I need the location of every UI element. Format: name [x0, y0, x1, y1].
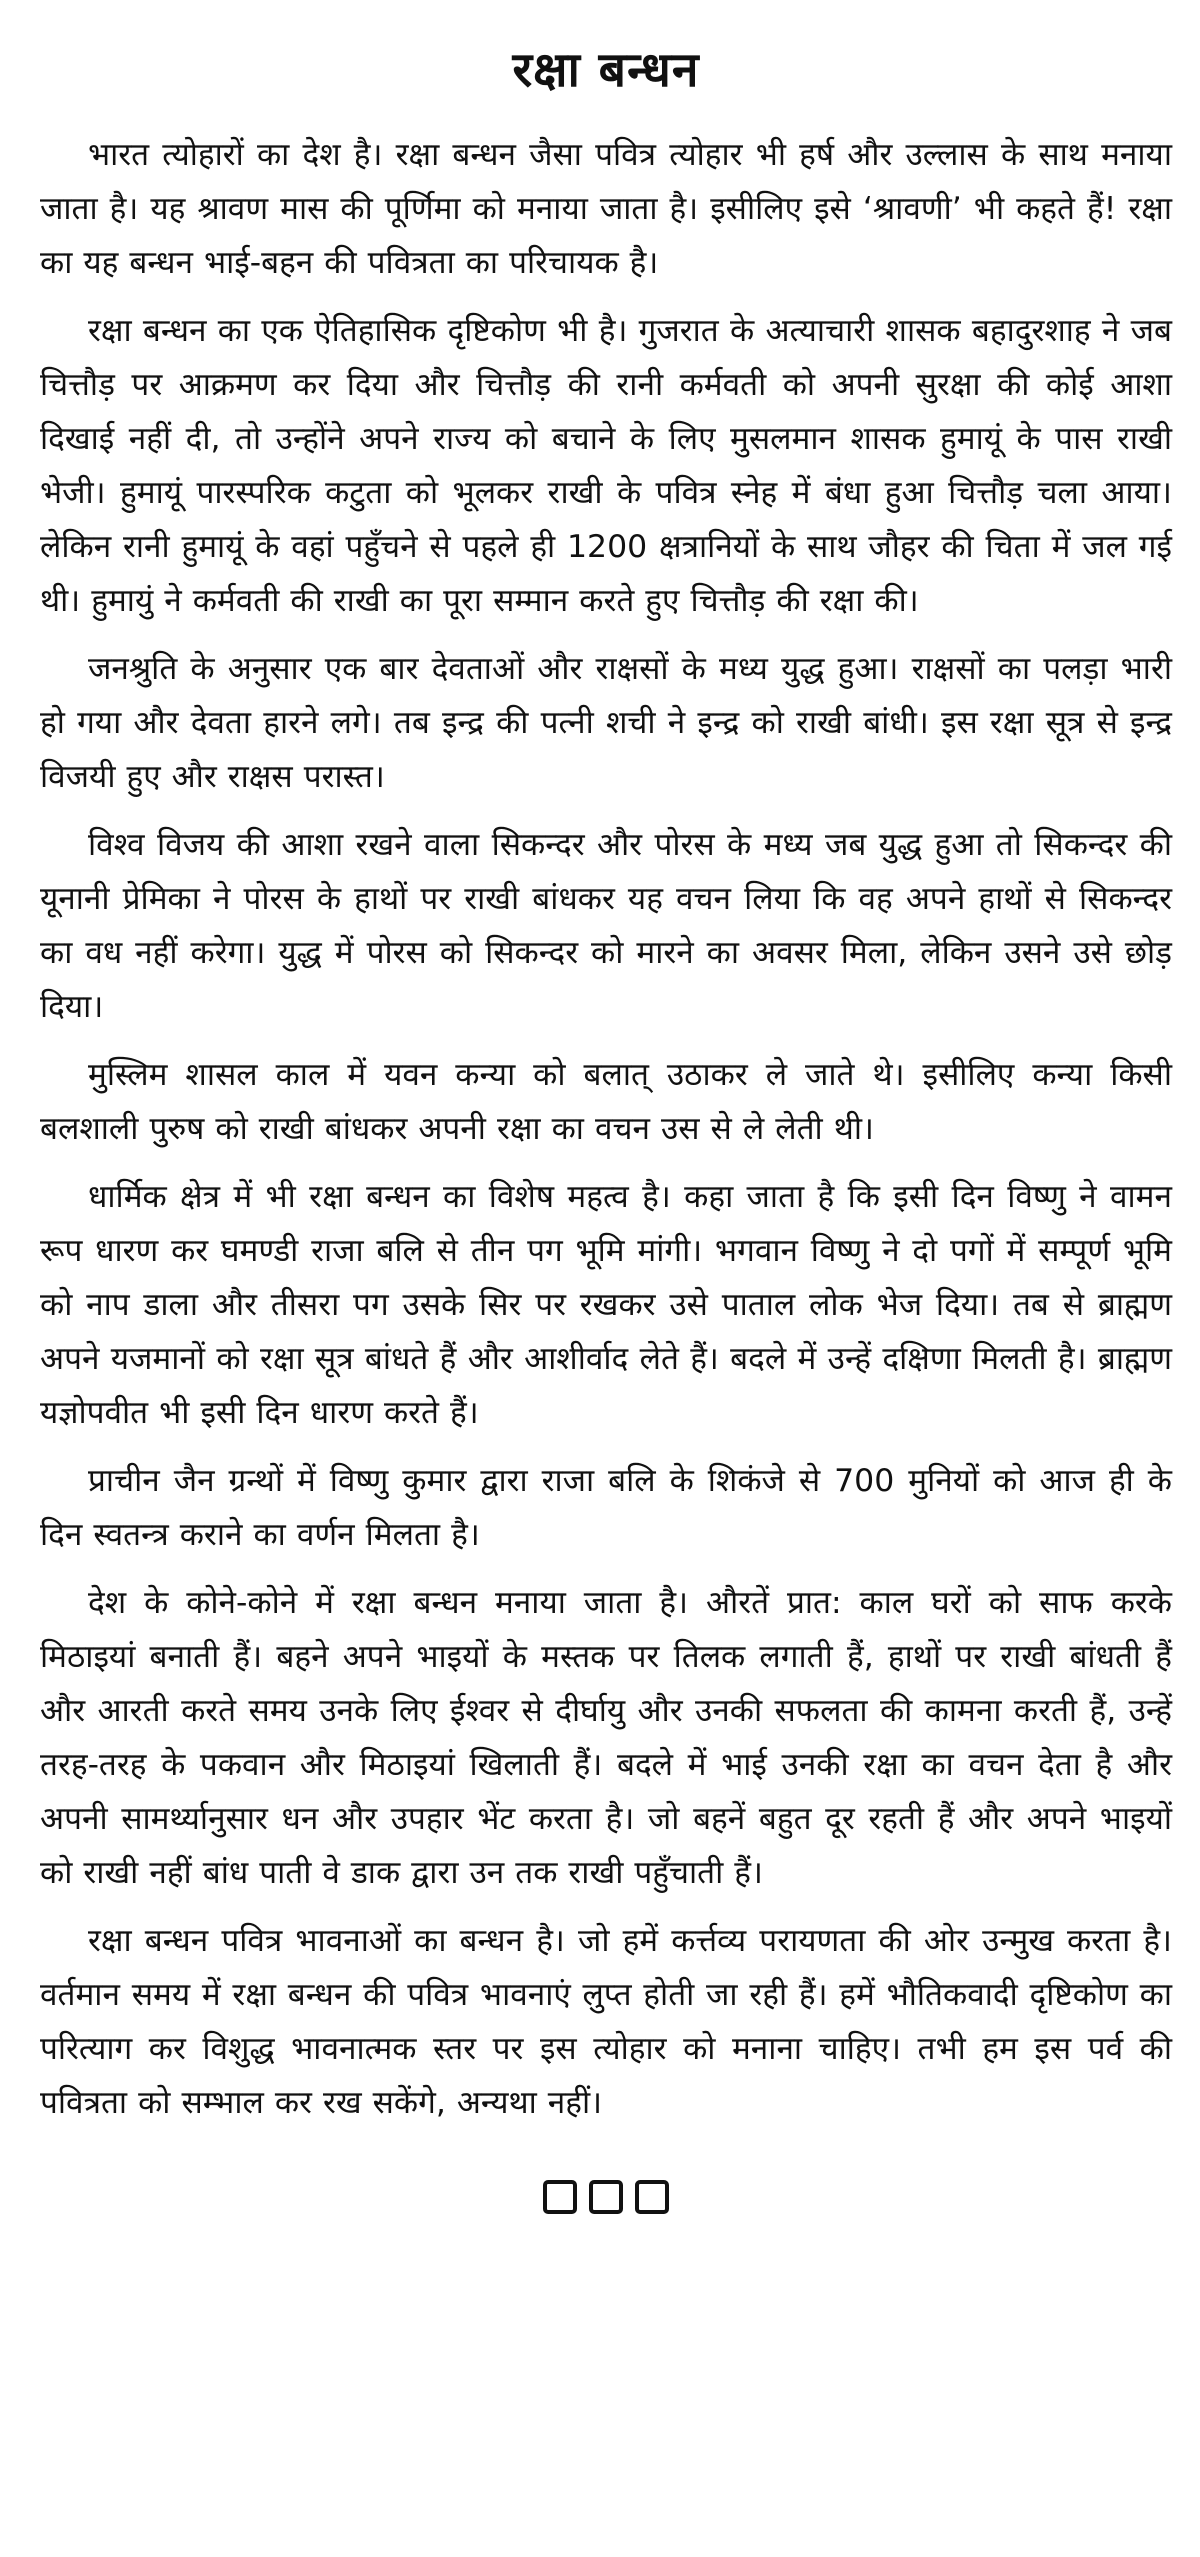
- end-box-icon: [543, 2180, 577, 2214]
- page-title: रक्षा बन्धन: [512, 42, 700, 98]
- paragraph-3: जनश्रुति के अनुसार एक बार देवताओं और राक्षसों के मध्य युद्ध हुआ। राक्षसों का पलड़ा भारी हो गया और देवता हारने लगे। तब इन्द्र की पत्नी शची ने इन्द्र को राखी बांधी। इस रक्षा सूत्र से इन्द्र विजयी हुए और राक्षस परास्त।: [40, 651, 1172, 795]
- paragraph-7: प्राचीन जैन ग्रन्थों में विष्णु कुमार द्वारा राजा बलि के शिकंजे से 700 मुनियों को आज ही के दिन स्वतन्त्र कराने का वर्णन मिलता है।: [40, 1463, 1172, 1553]
- paragraph-1: भारत त्योहारों का देश है। रक्षा बन्धन जैसा पवित्र त्योहार भी हर्ष और उल्लास के साथ मनाया जाता है। यह श्रावण मास की पूर्णिमा को मनाया जाता है। इसीलिए इसे ‘श्रावणी’ भी कहते हैं! रक्षा का यह बन्धन भाई-बहन की पवित्रता का परिचायक है।: [40, 137, 1172, 281]
- paragraph-4: विश्व विजय की आशा रखने वाला सिकन्दर और पोरस के मध्य जब युद्ध हुआ तो सिकन्दर की यूनानी प्रेमिका ने पोरस के हाथों पर राखी बांधकर यह वचन लिया कि वह अपने हाथों से सिकन्दर का वध नहीं करेगा। युद्ध में पोरस को सिकन्दर को मारने का अवसर मिला, लेकिन उसने उसे छोड़ दिया।: [40, 827, 1172, 1025]
- paragraph-5: मुस्लिम शासल काल में यवन कन्या को बलात् उठाकर ले जाते थे। इसीलिए कन्या किसी बलशाली पुरुष को राखी बांधकर अपनी रक्षा का वचन उस से ले लेती थी।: [40, 1057, 1172, 1147]
- paragraph-6: धार्मिक क्षेत्र में भी रक्षा बन्धन का विशेष महत्व है। कहा जाता है कि इसी दिन विष्णु ने वामन रूप धारण कर घमण्डी राजा बलि से तीन पग भूमि मांगी। भगवान विष्णु ने दो पगों में सम्पूर्ण भूमि को नाप डाला और तीसरा पग उसके सिर पर रखकर उसे पाताल लोक भेज दिया। तब से ब्राह्मण अपने यजमानों को रक्षा सूत्र बांधते हैं और आशीर्वाद लेते हैं। बदले में उन्हें दक्षिणा मिलती है। ब्राह्मण यज्ञोपवीत भी इसी दिन धारण करते हैं।: [40, 1179, 1172, 1431]
- paragraph-2: रक्षा बन्धन का एक ऐतिहासिक दृष्टिकोण भी है। गुजरात के अत्याचारी शासक बहादुरशाह ने जब चित्तौड़ पर आक्रमण कर दिया और चित्तौड़ की रानी कर्मवती को अपनी सुरक्षा की कोई आशा दिखाई नहीं दी, तो उन्होंने अपने राज्य को बचाने के लिए मुसलमान शासक हुमायूं के पास राखी भेजी। हुमायूं पारस्परिक कटुता को भूलकर राखी के पवित्र स्नेह में बंधा हुआ चित्तौड़ चला आया। लेकिन रानी हुमायूं के वहां पहुँचने से पहले ही 1200 क्षत्रानियों के साथ जौहर की चिता में जल गई थी। हुमायुं ने कर्मवती की राखी का पूरा सम्मान करते हुए चित्तौड़ की रक्षा की।: [40, 313, 1172, 619]
- end-of-text-marks: [40, 2172, 1172, 2216]
- paragraph-9: रक्षा बन्धन पवित्र भावनाओं का बन्धन है। जो हमें कर्त्तव्य परायणता की ओर उन्मुख करता है। वर्तमान समय में रक्षा बन्धन की पवित्र भावनाएं लुप्त होती जा रही हैं। हमें भौतिकवादी दृष्टिकोण का परित्याग कर विशुद्ध भावनात्मक स्तर पर इस त्योहार को मनाना चाहिए। तभी हम इस पर्व की पवित्रता को सम्भाल कर रख सकेंगे, अन्यथा नहीं।: [40, 1923, 1172, 2121]
- end-box-icon: [635, 2180, 669, 2214]
- paragraph-8: देश के कोने-कोने में रक्षा बन्धन मनाया जाता है। औरतें प्रात: काल घरों को साफ करके मिठाइयां बनाती हैं। बहने अपने भाइयों के मस्तक पर तिलक लगाती हैं, हाथों पर राखी बांधती हैं और आरती करते समय उनके लिए ईश्वर से दीर्घायु और उनकी सफलता की कामना करती हैं, उन्हें तरह-तरह के पकवान और मिठाइयां खिलाती हैं। बदले में भाई उनकी रक्षा का वचन देता है और अपनी सामर्थ्यानुसार धन और उपहार भेंट करता है। जो बहनें बहुत दूर रहती हैं और अपने भाइयों को राखी नहीं बांध पाती वे डाक द्वारा उन तक राखी पहुँचाती हैं।: [40, 1585, 1172, 1891]
- end-box-icon: [589, 2180, 623, 2214]
